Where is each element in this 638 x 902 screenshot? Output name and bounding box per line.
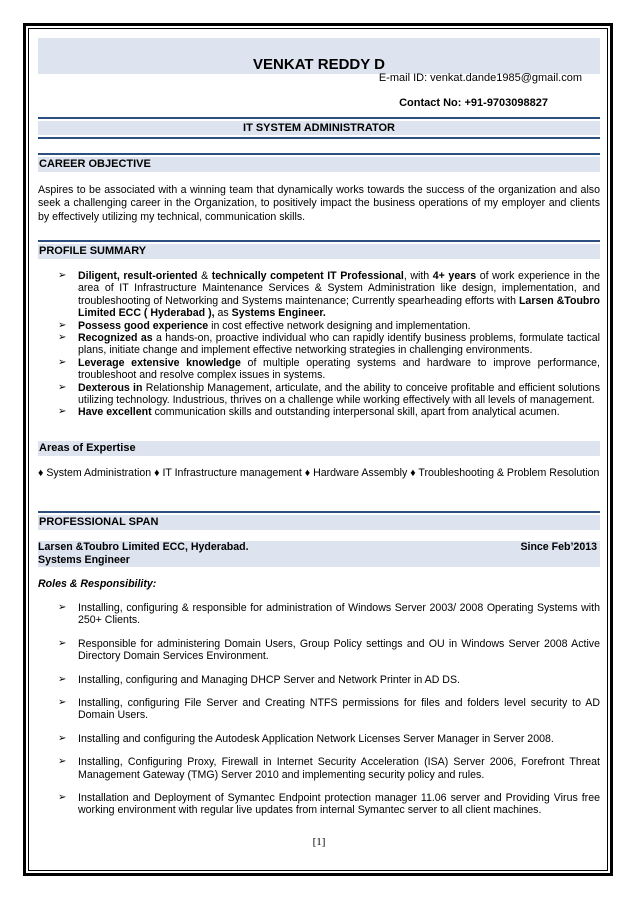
profile-item-text: of work experience in the area of IT Infrastructure Maintenance Services & System Administration like design, implementation, and troubleshooting of Networking and Systems maintenance; Currently spearheading efforts with [78, 270, 601, 307]
profile-item-text: Possess good experience [78, 319, 209, 332]
divider [38, 153, 600, 155]
role-item [38, 602, 600, 627]
arrow-bullet-icon: ➢ [58, 697, 67, 709]
role-item [38, 733, 600, 745]
arrow-bullet-icon: ➢ [58, 673, 67, 685]
company-name: Larsen &Toubro Limited ECC, Hyderabad. [38, 541, 249, 553]
arrow-bullet-icon: ➢ [58, 356, 67, 368]
profile-item-text: Dexterous in [78, 381, 143, 394]
page-number: [1] [312, 836, 326, 848]
profile-item-text: Leverage extensive knowledge [78, 356, 241, 369]
role-item-text: Installing, configuring & responsible for administration of Windows Server 2003/ 2008 Operating Systems with 250+ Clients. [78, 602, 600, 627]
role-item-text: Installing and configuring the Autodesk Application Network Licenses Server Manager in Server 2008. [78, 732, 554, 745]
expertise-text: ♦ System Administration ♦ IT Infrastructure management ♦ Hardware Assembly ♦ Troubleshooting & Problem Resolution [38, 467, 600, 479]
role-item-text: Installing, configuring File Server and Creating NTFS permissions for files and folders level security to AD Domain Users. [78, 697, 600, 722]
job-title-bar: IT SYSTEM ADMINISTRATOR [38, 121, 600, 135]
role-item-text: Responsible for administering Domain Users, Group Policy settings and OU in Windows Server 2008 Active Directory Domain Services Environment. [78, 637, 600, 663]
section-heading-profile: PROFILE SUMMARY [38, 244, 600, 259]
role-item [38, 792, 600, 817]
section-heading-career: CAREER OBJECTIVE [38, 157, 600, 172]
arrow-bullet-icon: ➢ [58, 381, 67, 393]
profile-item [38, 270, 600, 320]
profile-item-text: communication skills and outstanding interpersonal skill, apart from analytical acumen. [151, 406, 560, 419]
section-heading-expertise: Areas of Expertise [38, 441, 600, 456]
profile-item-text: , with [403, 270, 433, 282]
roles-heading: Roles & Responsibility: [38, 578, 157, 590]
arrow-bullet-icon: ➢ [58, 732, 67, 744]
employment-since: Since Feb’2013 [520, 541, 597, 553]
role-item [38, 697, 600, 722]
divider [38, 511, 600, 513]
arrow-bullet-icon: ➢ [58, 602, 67, 613]
candidate-name: VENKAT REDDY D [253, 56, 385, 73]
profile-item [38, 382, 600, 407]
role-item-text: Installing, Configuring Proxy, Firewall in Internet Security Acceleration (ISA) Server 2006, Forefront Threat Management Gateway (TMG) Server 2010 and implementing security policy and rules. [78, 756, 600, 781]
arrow-bullet-icon: ➢ [58, 756, 67, 768]
arrow-bullet-icon: ➢ [58, 332, 67, 344]
profile-item-text: Diligent, result-oriented [78, 270, 198, 282]
profile-item-text: Systems Engineer. [231, 307, 326, 320]
roles-list [38, 602, 600, 828]
profile-item-text: 4+ years [432, 270, 477, 282]
role-item [38, 638, 600, 663]
career-objective-text: Aspires to be associated with a winning team that dynamically works towards the success of the organization and also seek a challenging career in the Organization, to positively impact the business operations of my employer and clients by effectively utilizing my technical, communication skills. [38, 184, 600, 223]
arrow-bullet-icon: ➢ [58, 792, 67, 804]
divider [38, 117, 600, 119]
section-heading-span: PROFESSIONAL SPAN [38, 515, 600, 530]
profile-item [38, 357, 600, 382]
contact-line: Contact No: +91-9703098827 [399, 97, 548, 109]
profile-item-text: a hands-on, proactive individual who can rapidly identify business problems, formulate tactical plans, initiate change and implement effective networking strategies in challenging environments. [78, 332, 600, 357]
profile-item-text: technically competent IT Professional [211, 270, 404, 282]
profile-item-text: & [197, 270, 212, 282]
profile-item [38, 406, 600, 418]
resume-page [38, 38, 601, 817]
role-title: Systems Engineer [38, 554, 600, 567]
role-item [38, 674, 600, 686]
arrow-bullet-icon: ➢ [58, 319, 67, 331]
email-line: E-mail ID: venkat.dande1985@gmail.com [378, 72, 582, 84]
profile-item [38, 320, 600, 332]
role-item [38, 756, 600, 781]
arrow-bullet-icon: ➢ [58, 406, 67, 418]
profile-summary-list [38, 270, 600, 419]
company-bar [38, 541, 600, 554]
arrow-bullet-icon: ➢ [58, 637, 67, 649]
role-item-text: Installation and Deployment of Symantec Endpoint protection manager 11.06 server and Providing Virus free working environment with regular live updates from internal Symantec server to all client machines. [78, 792, 600, 817]
profile-item-text: as [214, 307, 232, 320]
arrow-bullet-icon: ➢ [58, 270, 67, 281]
profile-item-text: Relationship Management, articulate, and the ability to conceive profitable and efficient solutions utilizing technology. Industrious, thrives on a challenge while working effectively with all levels of management. [78, 381, 600, 407]
profile-item [38, 332, 600, 357]
profile-item-text: of multiple operating systems and hardware to improve performance, troubleshoot and resolve complex issues in systems. [78, 356, 600, 382]
profile-item-text: Larsen &Toubro Limited ECC ( Hyderabad ), [78, 294, 600, 320]
divider [38, 240, 600, 242]
profile-item-text: in cost effective network designing and implementation. [208, 319, 471, 332]
profile-item-text: Have excellent [78, 406, 152, 419]
role-item-text: Installing, configuring and Managing DHCP Server and Network Printer in AD DS. [78, 673, 460, 686]
profile-item-text: Recognized as [78, 332, 153, 345]
divider [38, 137, 600, 139]
